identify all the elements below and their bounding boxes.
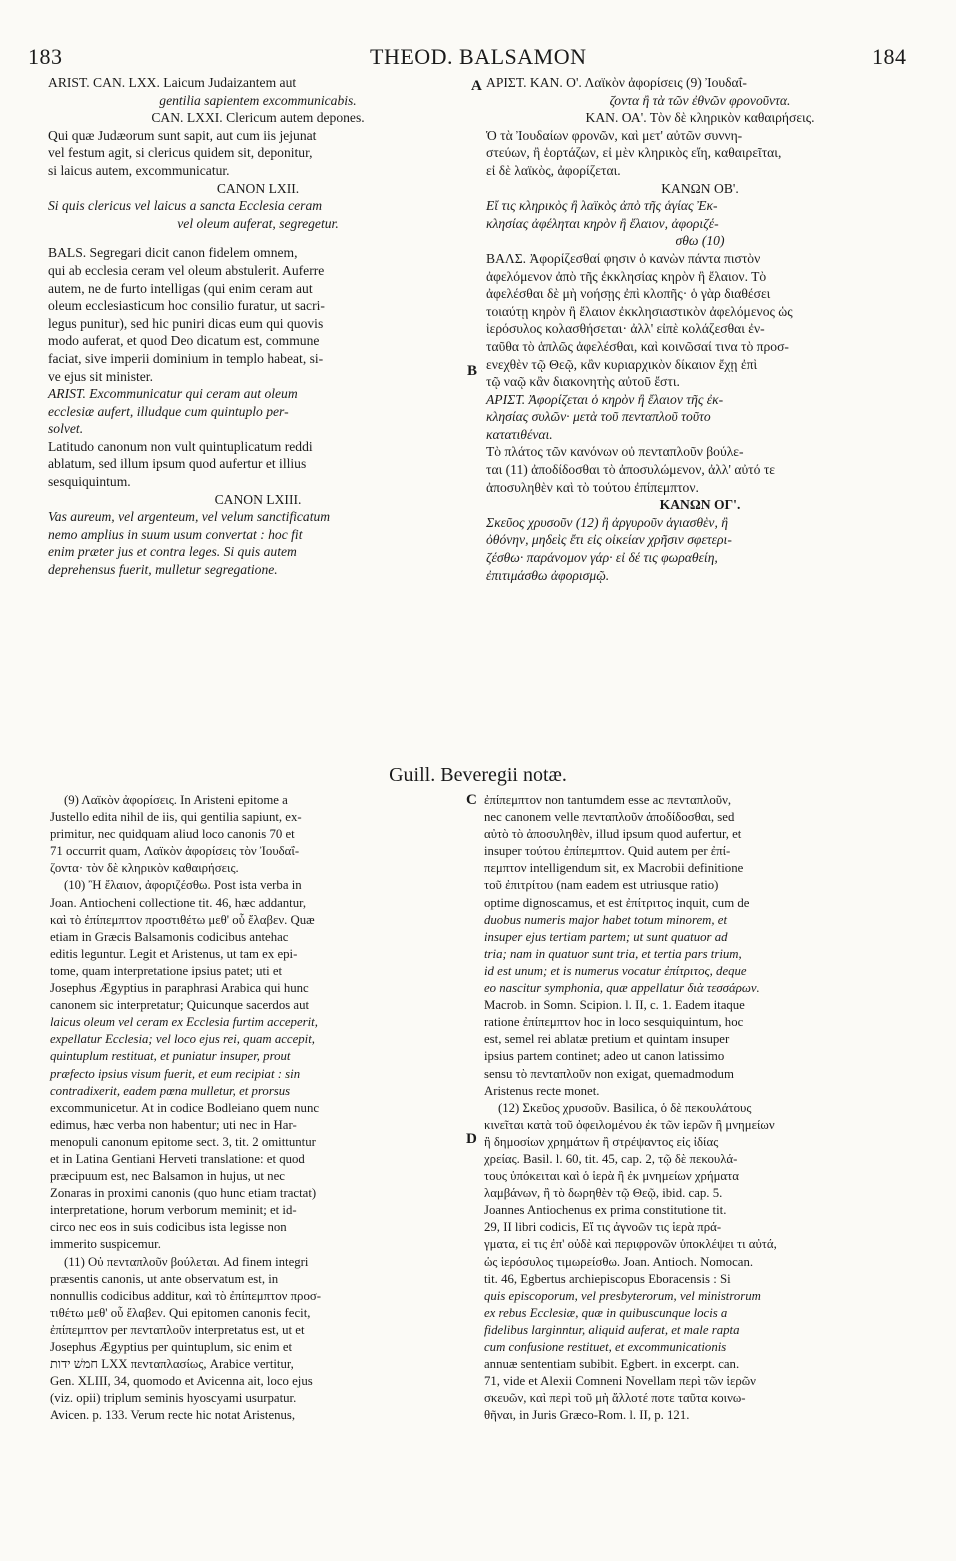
text-line: ΑΡΙΣΤ. Ἀφορίζεται ὁ κηρὸν ἢ ἔλαιον τῆς ἐκ- [486, 391, 724, 407]
note-line: 29, II libri codicis, Εἴ τις ἀγνοῶν τις ἱερὰ πρά- [484, 1220, 722, 1235]
text-line: ΚΑΝ. ΟΑ'. Τὸν δὲ κληρικὸν καθαιρήσεις. [585, 110, 815, 126]
text-line: Τὸ πλάτος τῶν κανόνων οὐ πενταπλοῦν βούλε- [486, 444, 744, 460]
note-line: est, semel rei ablatæ pretium et quintam insuper [484, 1032, 730, 1047]
notes-title: Guill. Beveregii notæ. [389, 764, 567, 786]
note-line: ratione ἐπίπεμπτον hoc in loco sesquiquintum, hoc [484, 1015, 744, 1030]
text-line: ενεχθὲν τῷ Θεῷ, κἂν κυριαρχικὸν δίκαιον ἔχῃ ἐπὶ [486, 356, 758, 372]
note-line: ἐπίπεμπτον non tantumdem esse ac πενταπλοῦν, [484, 793, 732, 807]
note-line: præsentis canonis, ut ante observatum est, in [50, 1271, 279, 1286]
text-line: σθω (10) [675, 233, 725, 249]
text-line: στεύων, ἢ ἑορτάζων, εἰ μὲν κληρικὸς εἴη, καθαιρεῖται, [486, 145, 782, 161]
text-line: εἰ δὲ λαϊκὸς, ἀφορίζεται. [486, 162, 621, 178]
note-line: Justello edita nihil de iis, qui gentilia sapiunt, ex- [50, 810, 302, 825]
note-line: eo nascitur symphonia, quæ appellatur διὰ τεσσάρων. [484, 981, 760, 996]
text-line: deprehensus fuerit, mulletur segregatione. [48, 562, 278, 578]
text-line: ΑΡΙΣΤ. ΚΑΝ. Ο'. Λαϊκὸν ἀφορίσεις (9) Ἰουδαΐ- [486, 75, 747, 90]
text-line: enim præter jus et contra leges. Si quis autem [48, 544, 297, 560]
text-line: Si quis clericus vel laicus a sancta Ecclesia ceram [48, 198, 323, 214]
note-line: tit. 46, Egbertus archiepiscopus Eboracensis : Si [484, 1271, 731, 1286]
note-line: primitur, nec quidquam aliud loco canonis 70 et [50, 827, 295, 842]
margin-marker-d: D [466, 1131, 477, 1147]
text-line: τοιαύτῃ κηρὸν ἢ ἔλαιον ἐκκλησιαστικὸν ἀφελόμενος ὡς [486, 303, 793, 319]
note-line: canonem sic interpretatur; Quicunque sacerdos aut [50, 998, 310, 1013]
note-line: sensu τὸ πενταπλοῦν non exigat, quemadmodum [484, 1066, 734, 1081]
note-line: λαμβάνων, ἢ τὸ δωρηθὲν τῷ Θεῷ, ibid. cap. 5. [484, 1186, 723, 1201]
text-line: sesquiquintum. [48, 474, 131, 490]
text-line: Εἴ τις κληρικὸς ἢ λαϊκὸς ἀπὸ τῆς ἁγίας Ἐκ- [486, 198, 718, 214]
note-line: editis leguntur. Legit et Aristenus, ut tam ex epi- [50, 946, 298, 961]
note-line: Macrob. in Somn. Scipion. l. II, c. 1. Eadem itaque [484, 998, 745, 1013]
note-line: nec canonem velle πενταπλοῦν ἀποδίδοσθαι, sed [484, 810, 735, 825]
canon-heading: ΚΑΝΩΝ ΟΓ'. [659, 497, 741, 513]
latin-column [48, 74, 468, 579]
greek-column [486, 74, 914, 584]
note-line: fidelibus larginntur, aliquid auferat, et male rapta [484, 1322, 740, 1337]
note-line: ὡς ἱερόσυλος τιμωρείσθω. Joan. Antioch. Nomocan. [484, 1254, 754, 1269]
text-line: BALS. Segregari dicit canon fidelem omnem, [48, 245, 298, 261]
note-line: quis episcoporum, vel presbyterorum, vel ministrorum [484, 1288, 761, 1303]
text-line: ἱερόσυλος κολασθήσεται· ἀλλ' εἰπὲ κολάζεσθαι ἐν- [486, 321, 765, 337]
note-line: αὐτὸ τὸ ἀποσυληθὲν, illud ipsum quod aufertur, et [484, 827, 742, 842]
text-line: CAN. LXXI. Clericum autem depones. [151, 110, 365, 126]
note-line: laicus oleum vel ceram ex Ecclesia furtim acceperit, [50, 1015, 318, 1030]
note-line: (10) Ἢ ἔλαιον, ἀφοριζέσθω. Post ista verba in [64, 878, 302, 893]
note-line: χρείας. Basil. l. 60, tit. 45, cap. 2, τῷ δὲ πεκουλά- [484, 1151, 738, 1166]
text-line: ἀφελόμενον ἀπὸ τῆς ἐκκλησίας κηρὸν ἢ ἔλαιον. Τὸ [486, 268, 767, 284]
note-line: annuæ sententiam subibit. Egbert. in excerpt. can. [484, 1357, 740, 1372]
text-line: ζοντα ἢ τὰ τῶν ἐθνῶν φρονοῦντα. [609, 92, 791, 108]
note-line: etiam in Græcis Balsamonis codicibus antehac [50, 929, 289, 944]
note-line: חמשׁ ידות LXX πενταπλασίως, Arabice vertitur, [50, 1357, 294, 1372]
note-line: ἐπίπεμπτον per πενταπλοῦν interpretatus est, ut et [50, 1322, 305, 1337]
text-line: si laicus autem, excommunicatur. [48, 162, 230, 178]
note-line: Gen. XLIII, 34, quomodo et Avicenna ait, loco ejus [50, 1374, 313, 1389]
note-line: τους ὑπόκειται καὶ ὁ ἱερὰ ἢ ἐκ μνημείων χρήματα [484, 1169, 739, 1184]
note-line: Joan. Antiocheni collectione tit. 46, hæc addantur, [50, 895, 307, 910]
text-line: ARIST. Excommunicatur qui ceram aut oleum [48, 386, 298, 402]
page-number-right: 184 [872, 44, 907, 69]
text-line: Latitudo canonum non vult quintuplicatum reddi [48, 438, 313, 454]
note-line: contradixerit, eadem pœna mulletur, et prorsus [50, 1083, 291, 1098]
text-line: faciat, sive imperii dominium in templo habeat, si- [48, 350, 324, 366]
note-line: (9) Λαϊκὸν ἀφορίσεις. In Aristeni epitome a [64, 793, 288, 807]
page-number-left: 183 [28, 44, 63, 69]
note-line: cum confusione restituet, et excommunicationis [484, 1340, 727, 1354]
text-line: Σκεῦος χρυσοῦν (12) ἢ ἀργυροῦν ἁγιασθὲν, ἢ [486, 514, 728, 530]
text-line: κατατιθέναι. [486, 426, 553, 442]
note-line: (viz. opii) triplum seminis hyoscyami usurpatur. [50, 1391, 297, 1406]
note-line: optime dignoscamus, et est ἐπίτριτος inquit, cum de [484, 895, 750, 910]
text-line: ΒΑΛΣ. Ἀφορίζεσθαί φησιν ὁ κανὼν πάντα πιστὸν [486, 250, 761, 266]
note-line: τοῦ ἐπιτρίτου (nam eadem est utriusque ratio) [484, 878, 719, 893]
note-line: duobus numeris major habet totum minorem, et [484, 912, 728, 927]
text-line: ται (11) ἀποδίδοσθαι τὸ ἀποσυλώμενον, ἀλλ' αὐτό τε [486, 462, 775, 478]
note-line: præcipuum est, nec Balsamon in hujus, ut nec [50, 1169, 285, 1184]
note-line: expellatur Ecclesia; vel loco ejus rei, quam accepit, [50, 1032, 315, 1047]
text-line: κλησίας συλῶν· μετὰ τοῦ πενταπλοῦ τοῦτο [486, 409, 711, 425]
text-line: ablatum, sed illum ipsum quod aufertur et illius [48, 456, 307, 472]
text-line: ἀφελέσθαι δὲ μὴ νοήσῃς ἐπὶ κλοπῆς· ὁ γὰρ διαθέσει [486, 286, 771, 302]
canon-heading: ΚΑΝΩΝ ΟΒ'. [661, 180, 739, 196]
note-line: menopuli canonum epitome sect. 3, tit. 2 omittuntur [50, 1134, 316, 1149]
text-line: ἐπιτιμάσθω ἀφορισμῷ. [486, 567, 610, 583]
text-line: κλησίας ἀφέληται κηρὸν ἢ ἔλαιον, ἀφοριζέ- [486, 215, 719, 231]
margin-marker-b: B [467, 363, 478, 379]
note-line: insuper ejus tertiam partem; ut sunt quatuor ad [484, 929, 728, 944]
note-line: 71, vide et Alexii Comneni Novellam περὶ τῶν ἱερῶν [484, 1374, 756, 1389]
note-line: (11) Οὐ πενταπλοῦν βούλεται. Ad finem integri [64, 1254, 309, 1269]
note-line: insuper τούτου ἐπίπεμπτον. Quid autem per ἐπί- [484, 844, 731, 859]
margin-marker-c: C [466, 792, 477, 808]
text-line: ὀθόνην, μηδεὶς ἔτι εἰς οἰκείαν χρῆσιν σφετερι- [486, 532, 732, 548]
note-line: ipsius partem continet; adeo ut canon latissimo [484, 1049, 725, 1064]
note-line: κινεῖται κατὰ τοῦ ὀφειλομένου ἐκ τῶν ἱερῶν ἢ μνημείων [484, 1117, 775, 1132]
text-line: autem, ne de furto intelligas (qui enim ceram aut [48, 280, 313, 296]
text-line: legus punitur), sed hic puniri dicas eum qui quovis [48, 315, 324, 331]
notes-left-column [50, 792, 462, 1424]
canon-heading: CANON LXII. [216, 180, 300, 196]
note-line: γματα, εἰ τις ἐπ' οὐδὲ καὶ περιφρονῶν ὑποκλέψει τι αὐτά, [484, 1237, 777, 1252]
note-line: quintuplum restituat, et puniatur insuper, prout [50, 1049, 291, 1064]
note-line: θῆναι, in Juris Græco-Rom. l. II, p. 121. [484, 1408, 690, 1423]
text-line: nemo amplius in suum usum convertat : hoc fit [48, 526, 303, 542]
note-line: ex rebus Ecclesiæ, quæ in quibuscunque locis a [484, 1305, 728, 1320]
note-line: ζοντα· τὸν δὲ κληρικὸν καθαιρήσεις. [50, 861, 239, 876]
note-line: tria; nam in quatuor sunt tria, et tertia pars trium, [484, 946, 742, 961]
note-line: ἢ δημοσίων χρημάτων ἢ στρέψαντος εἰς ἰδίας [484, 1134, 719, 1149]
note-line: Josephus Ægyptius per quintuplum, sic enim et [50, 1340, 293, 1354]
running-title: THEOD. BALSAMON [370, 44, 587, 69]
text-line: modo auferat, et quod Deo dicatum est, commune [48, 333, 320, 349]
notes-right-column [484, 792, 910, 1424]
note-line: Avicen. p. 133. Verum recte hic notat Aristenus, [50, 1408, 296, 1423]
note-line: σκευῶν, καὶ περὶ τοῦ μὴ ἄλλοτέ ποτε ταῦτα κοινω- [484, 1391, 746, 1406]
text-line: τῷ ναῷ κἂν διακονητὴς αὐτοῦ ἔστι. [486, 374, 680, 390]
text-line: ζέσθω· παράνομον γάρ· εἰ δέ τις φωραθείη, [486, 550, 718, 566]
text-line: ἀποσυληθὲν καὶ τὸ τούτου ἐπίπεμπτον. [486, 479, 699, 495]
text-line: ve ejus sit minister. [48, 368, 153, 384]
text-line: oleum ecclesiasticum hoc consilio furatur, ut sacri- [48, 298, 325, 314]
canon-heading: CANON LXIII. [214, 491, 302, 507]
note-line: et in Latina Gentiani Herveti translatione: et quod [50, 1151, 305, 1166]
text-line: Qui quæ Judæorum sunt sapit, aut cum iis jejunat [48, 127, 317, 143]
note-line: præfecto ipsius visum fuerit, et eum recipiat : sin [50, 1066, 301, 1081]
note-line: immerito suspicemur. [50, 1237, 161, 1252]
note-line: circo nec eos in suis codicibus ista legisse non [50, 1220, 287, 1235]
note-line: tome, quam interpretatione ipsius patet; uti et [50, 963, 283, 978]
note-line: nonnullis codicibus additur, καὶ τὸ ἐπίπεμπτον προσ- [50, 1288, 322, 1303]
note-line: Joannes Antiochenus ex prima constitutione tit. [484, 1203, 727, 1218]
text-line: Vas aureum, vel argenteum, vel velum sanctificatum [48, 509, 331, 525]
text-line: ecclesiæ aufert, illudque cum quintuplo per- [48, 403, 289, 419]
note-line: id est unum; et is numerus vocatur ἐπίτριτος, deque [484, 963, 747, 978]
note-line: 71 occurrit quam, Λαϊκὸν ἀφορίσεις τὸν Ἰουδαΐ- [50, 844, 300, 859]
note-line: (12) Σκεῦος χρυσοῦν. Basilica, ὁ δὲ πεκουλάτους [498, 1100, 752, 1115]
note-line: Zonaras in proximi canonis (quo hunc etiam tractat) [50, 1186, 317, 1201]
text-line: vel oleum auferat, segregetur. [177, 215, 339, 231]
text-line: ARIST. CAN. LXX. Laicum Judaizantem aut [48, 75, 297, 90]
note-line: πεμπτον intelligendum sit, ex Macrobii definitione [484, 861, 744, 876]
text-line: qui ab ecclesia ceram vel oleum abstulerit. Auferre [48, 262, 325, 278]
text-line: vel festum agit, si clericus quidem sit, deponitur, [48, 145, 313, 161]
note-line: καὶ τὸ ἐπίπεμπτον προστιθέτω μεθ' οὗ ἔλαβεν. Quæ [50, 912, 315, 927]
text-line: solvet. [48, 421, 84, 437]
note-line: edimus, hæc verba non habentur; uti nec in Har- [50, 1117, 297, 1132]
text-line: ταῦθα τὸ ἁπλῶς ἀφελέσθαι, καὶ κοινῶσαί τινα τὸ προσ- [486, 338, 789, 354]
note-line: τιθέτω μεθ' οὗ ἔλαβεν. Qui epitomen canonis fecit, [50, 1305, 311, 1320]
note-line: excommunicetur. At in codice Bodleiano quem nunc [50, 1100, 320, 1115]
note-line: interpretatione, horum verborum meminit; et id- [50, 1203, 297, 1218]
note-line: Josephus Ægyptius in paraphrasi Arabica qui hunc [50, 981, 309, 996]
text-line: gentilia sapientem excommunicabis. [159, 92, 357, 108]
note-line: Aristenus recte monet. [484, 1083, 600, 1098]
margin-marker-a: A [471, 78, 482, 94]
text-line: Ὁ τὰ Ἰουδαίων φρονῶν, καὶ μετ' αὐτῶν συννη- [486, 127, 743, 143]
